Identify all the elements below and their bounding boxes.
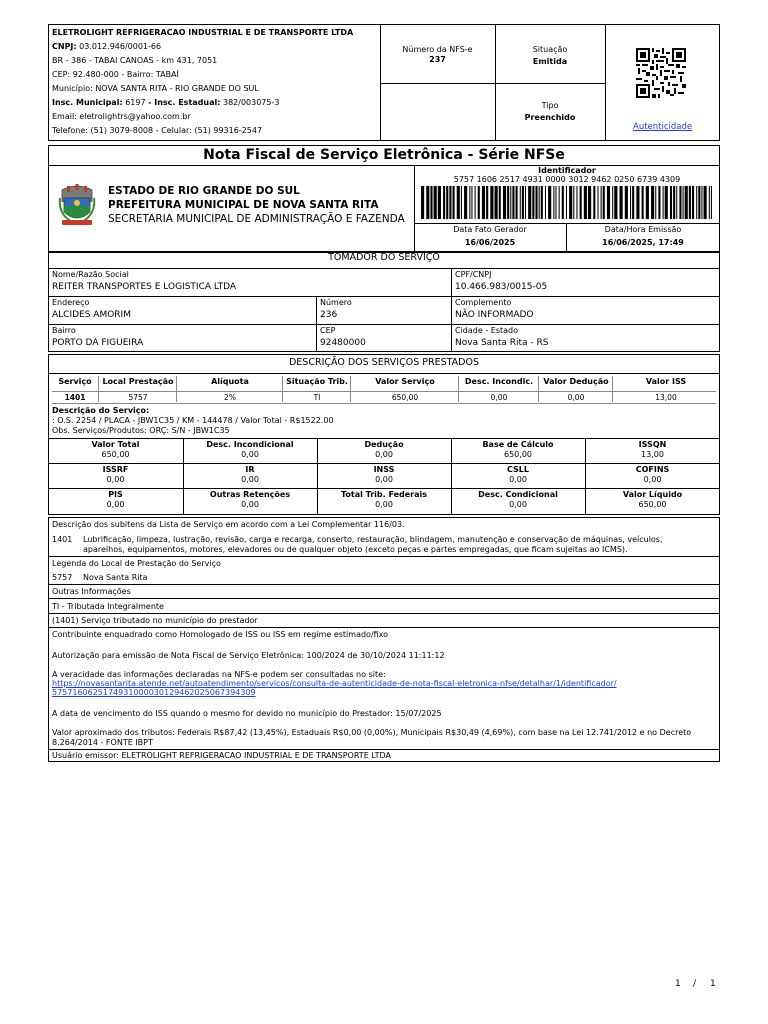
barcode-bar (482, 186, 485, 219)
barcode-bar (475, 186, 476, 219)
authority-state: ESTADO DE RIO GRANDE DO SUL (108, 185, 300, 197)
totals-label: Valor Total (91, 440, 140, 449)
barcode-bar (670, 186, 672, 219)
barcode-bar (478, 186, 480, 219)
services-header-cell: Serviço (58, 377, 92, 386)
fact-date-label: Data Fato Gerador (453, 225, 527, 234)
page-current: 1 (675, 979, 681, 989)
barcode-bar (632, 186, 634, 219)
authorization-note: Autorização para emissão de Nota Fiscal de Serviço Eletrônica: 100/2024 de 30/10/2024 11:11:12 (52, 651, 445, 660)
barcode-bar (663, 186, 664, 219)
service-description-line1: : O.S. 2254 / PLACA - JBW1C35 / KM - 144478 / Valor Total - R$1522.00 (52, 416, 334, 425)
service-description-label: Descrição do Serviço: (52, 406, 150, 415)
tomador-box (48, 251, 720, 352)
barcode-bar (525, 186, 526, 219)
services-cell: 13,00 (655, 393, 677, 402)
barcode-bar (614, 186, 617, 219)
barcode-bar (704, 186, 707, 219)
barcode-bar (503, 186, 506, 219)
totals-label: Base de Cálculo (482, 440, 554, 449)
services-cell: TI (313, 393, 321, 402)
barcode-bar (630, 186, 631, 219)
barcode-bar (528, 186, 531, 219)
barcode-bar (507, 186, 509, 219)
service-description-line2: Obs. Serviços/Produtos: ORÇ: S/N - JBW1C35 (52, 426, 230, 435)
type-label: Tipo (541, 101, 559, 110)
barcode-bar (625, 186, 628, 219)
nfse-number: 237 (429, 55, 446, 64)
authenticity-link[interactable]: Autenticidade (633, 122, 693, 132)
totals-value: 0,00 (375, 450, 393, 459)
barcode-bar (559, 186, 560, 219)
barcode-bar (426, 186, 429, 219)
emission-date-label: Data/Hora Emissão (604, 225, 682, 234)
barcode-bar (421, 186, 424, 219)
services-title: DESCRIÇÃO DOS SERVIÇOS PRESTADOS (288, 357, 479, 368)
tomador-complement-label: Complemento (455, 298, 512, 307)
totals-value: 0,00 (375, 475, 393, 484)
barcode-bar (679, 186, 681, 219)
barcode-bar (495, 186, 498, 219)
fact-date: 16/06/2025 (464, 238, 516, 247)
services-cell: 650,00 (391, 393, 419, 402)
totals-label: Total Trib. Federais (340, 490, 428, 499)
services-header-cell: Valor ISS (645, 377, 687, 386)
barcode-bar (490, 186, 493, 219)
barcode-bar (535, 186, 537, 219)
coat-of-arms-icon (58, 184, 96, 228)
tomador-number: 236 (320, 310, 338, 320)
barcode-bar (512, 186, 514, 219)
tomador-district-label: Bairro (52, 326, 76, 335)
totals-value: 0,00 (643, 475, 662, 484)
barcode-bar (701, 186, 702, 219)
barcode-bar (658, 186, 660, 219)
barcode-bar (469, 186, 470, 219)
totals-value: 13,00 (641, 450, 664, 459)
identifier-value: 5757 1606 2517 4931 0000 3012 9462 0250 6739 4309 (453, 175, 681, 184)
iss-due-note: A data de vencimento do ISS quando o mesmo for devido no município do Prestador: 15/07/2025 (52, 709, 442, 718)
barcode-bar (685, 186, 688, 219)
issuer-address: BR - 386 - TABAI CANOAS - km 431, 7051 (52, 56, 218, 65)
issuer-inscriptions: Insc. Municipal: 6197 - Insc. Estadual: 382/003075-3 (52, 98, 280, 107)
taxes-note-line2: 8.264/2014 - FONTE IBPT (52, 738, 153, 747)
totals-label: Desc. Incondicional (206, 440, 294, 449)
barcode (421, 186, 713, 219)
verification-link[interactable]: https://novasantarita.atende.net/autoatendimento/servicos/consulta-de-autenticidade-de-nota-fiscal-eletronica-nfse/detalhar/1/identificador/ (52, 679, 617, 688)
barcode-bar (555, 186, 556, 219)
barcode-bar (683, 186, 684, 219)
barcode-bar (593, 186, 595, 219)
services-cell: 1401 (64, 393, 86, 402)
totals-value: 0,00 (241, 475, 259, 484)
tomador-city-label: Cidade - Estado (455, 326, 518, 335)
taxes-note-line1: Valor aproximado dos tributos: Federais R$87,42 (13,45%), Estaduais R$0,00 (0,00%), Municipais R$30,49 (4,69%), com base na Lei 12.741/2012 e no Decreto (52, 728, 692, 737)
services-header-cell: Situação Trib. (286, 377, 348, 386)
totals-value: 650,00 (504, 450, 532, 459)
barcode-bar (689, 186, 691, 219)
totals-value: 0,00 (106, 475, 125, 484)
barcode-bar (449, 186, 451, 219)
nfse-number-label: Número da NFS-e (402, 45, 473, 54)
subitem-description-line2: aparelhos, equipamentos, motores, elevadores ou de qualquer objeto (exceto peças e partes empregadas, que ficam sujeitas ao ICMS). (83, 545, 628, 554)
barcode-bar (562, 186, 564, 219)
services-cell: 5757 (128, 393, 148, 402)
barcode-bar (655, 186, 656, 219)
issuer-phone: Telefone: (51) 3079-8008 - Celular: (51) 99316-2547 (52, 126, 263, 135)
tomador-doc-label: CPF/CNPJ (455, 270, 492, 279)
totals-value: 650,00 (101, 450, 130, 459)
barcode-bar (461, 186, 462, 219)
issuer-name: ELETROLIGHT REFRIGERACAO INDUSTRIAL E DE TRANSPORTE LTDA (52, 28, 354, 37)
issuer-cnpj: CNPJ: 03.012.946/0001-66 (52, 42, 162, 51)
emission-date: 16/06/2025, 17:49 (602, 238, 684, 247)
totals-value: 0,00 (509, 475, 527, 484)
totals-label: PIS (108, 490, 123, 499)
subitem-code: 1401 (52, 535, 73, 544)
totals-label: Valor Líquido (622, 490, 683, 499)
barcode-bar (553, 186, 554, 219)
totals-value: 0,00 (375, 500, 393, 509)
totals-value: 0,00 (241, 500, 259, 509)
barcode-bar (642, 186, 644, 219)
identifier-label: Identificador (538, 166, 596, 175)
totals-label: IR (245, 465, 255, 474)
totals-label: CSLL (507, 465, 529, 474)
tomador-complement: NÃO INFORMADO (455, 310, 534, 320)
totals-value: 0,00 (106, 500, 125, 509)
tomador-cep-label: CEP (320, 326, 336, 335)
barcode-bar (499, 186, 501, 219)
totals-value: 0,00 (241, 450, 259, 459)
authority-city-hall: PREFEITURA MUNICIPAL DE NOVA SANTA RITA (108, 199, 379, 211)
authority-secretariat: SECRETARIA MUNICIPAL DE ADMINISTRAÇÃO E FAZENDA (108, 213, 405, 225)
barcode-bar (457, 186, 460, 219)
barcode-bar (569, 186, 572, 219)
tomador-doc: 10.466.983/0015-05 (455, 282, 548, 292)
location-name: Nova Santa Rita (83, 573, 148, 582)
barcode-bar (584, 186, 587, 219)
barcode-bar (692, 186, 694, 219)
subitem-description-line1: Lubrificação, limpeza, lustração, revisão, carga e recarga, conserto, restauração, blindagem, manutenção e conservação de máquinas, veículos, (83, 535, 663, 544)
barcode-bar (696, 186, 697, 219)
tomador-address: ALCIDES AMORIM (52, 310, 131, 320)
issuer-email: Email: eletrolightrs@yahoo.com.br (52, 112, 191, 121)
tomador-name: REITER TRANSPORTES E LOGISTICA LTDA (52, 282, 237, 292)
barcode-bar (541, 186, 543, 219)
barcode-bar (548, 186, 551, 219)
verification-link-cont[interactable]: 57571606251749310000301294620250673943​09 (52, 688, 256, 697)
totals-label: COFINS (635, 465, 670, 474)
document-title: Nota Fiscal de Serviço Eletrônica - Série NFSe (203, 147, 565, 163)
totals-label: INSS (373, 465, 395, 474)
qr-code-icon (636, 48, 686, 98)
issuer-cep: CEP: 92.480-000 - Bairro: TABAÍ (52, 70, 179, 79)
barcode-bar (601, 186, 602, 219)
barcode-bar (646, 186, 649, 219)
barcode-bar (522, 186, 524, 219)
barcode-bar (673, 186, 675, 219)
barcode-bar (573, 186, 574, 219)
barcode-bar (434, 186, 437, 219)
barcode-bar (620, 186, 623, 219)
barcode-bar (446, 186, 448, 219)
barcode-bar (612, 186, 613, 219)
other-info-line2: (1401) Serviço tributado no município do prestador (52, 616, 258, 625)
totals-value: 650,00 (638, 500, 667, 509)
barcode-bar (464, 186, 467, 219)
barcode-bar (486, 186, 488, 219)
barcode-bar (576, 186, 577, 219)
totals-label: Desc. Condicional (478, 490, 558, 499)
barcode-bar (539, 186, 540, 219)
location-title: Legenda do Local de Prestação do Serviço (52, 559, 221, 568)
barcode-bar (665, 186, 668, 219)
tomador-address-label: Endereço (52, 298, 90, 307)
services-cell: 0,00 (490, 393, 508, 402)
barcode-bar (443, 186, 445, 219)
barcode-bar (603, 186, 605, 219)
tomador-name-label: Nome/Razão Social (52, 270, 129, 279)
issuer-user: Usuário emissor: ELETROLIGHT REFRIGERACAO INDUSTRIAL E DE TRANSPORTE LTDA (52, 751, 392, 760)
totals-label: Outras Retenções (209, 490, 291, 499)
barcode-bar (430, 186, 432, 219)
barcode-bar (597, 186, 598, 219)
barcode-bar (651, 186, 654, 219)
totals-label: Dedução (364, 440, 404, 449)
barcode-bar (580, 186, 582, 219)
other-info-line1: TI - Tributada Integralmente (52, 602, 164, 611)
page-total: 1 (710, 979, 716, 989)
tomador-title: TOMADOR DO SERVIÇO (328, 252, 440, 263)
totals-label: ISSQN (638, 440, 667, 449)
barcode-bar (545, 186, 546, 219)
totals-label: ISSRF (102, 465, 129, 474)
services-cell: 2% (224, 393, 236, 402)
totals-value: 0,00 (509, 500, 527, 509)
services-header-cell: Desc. Incondic. (464, 377, 534, 386)
tomador-cep: 92480000 (320, 338, 366, 348)
location-code: 5757 (52, 573, 73, 582)
services-header-cell: Valor Dedução (543, 377, 609, 386)
services-cell: 0,00 (567, 393, 585, 402)
barcode-bar (516, 186, 518, 219)
barcode-bar (566, 186, 567, 219)
verification-note: A veracidade das informações declaradas na NFS-e podem ser consultadas no site: (52, 670, 386, 679)
barcode-bar (698, 186, 700, 219)
tomador-district: PORTO DA FIGUEIRA (52, 338, 144, 348)
page-separator: / (693, 979, 697, 989)
other-info-title: Outras Informações (52, 587, 131, 596)
status-label: Situação (532, 45, 568, 54)
barcode-bar (676, 186, 677, 219)
barcode-bar (471, 186, 472, 219)
barcode-bar (588, 186, 591, 219)
barcode-bar (438, 186, 441, 219)
barcode-bar (453, 186, 455, 219)
services-header-cell: Alíquota (211, 377, 249, 386)
barcode-bar (636, 186, 639, 219)
barcode-bar (510, 186, 511, 219)
services-header-cell: Valor Serviço (375, 377, 435, 386)
barcode-bar (532, 186, 534, 219)
issuer-city: Município: NOVA SANTA RITA - RIO GRANDE DO SUL (52, 84, 259, 93)
regime-note: Contribuinte enquadrado como Homologado de ISS ou ISS em regime estimado/fixo (52, 630, 389, 639)
barcode-bar (709, 186, 710, 219)
subitems-title: Descrição dos subitens da Lista de Serviço em acordo com a Lei Complementar 116/03. (52, 520, 405, 529)
barcode-bar (520, 186, 521, 219)
status-value: Emitida (532, 57, 568, 66)
services-header-cell: Local Prestação (102, 377, 174, 386)
type-value: Preenchido (524, 113, 576, 122)
tomador-number-label: Número (320, 298, 352, 307)
barcode-bar (607, 186, 610, 219)
tomador-city: Nova Santa Rita - RS (455, 338, 549, 348)
barcode-bar (711, 186, 712, 219)
